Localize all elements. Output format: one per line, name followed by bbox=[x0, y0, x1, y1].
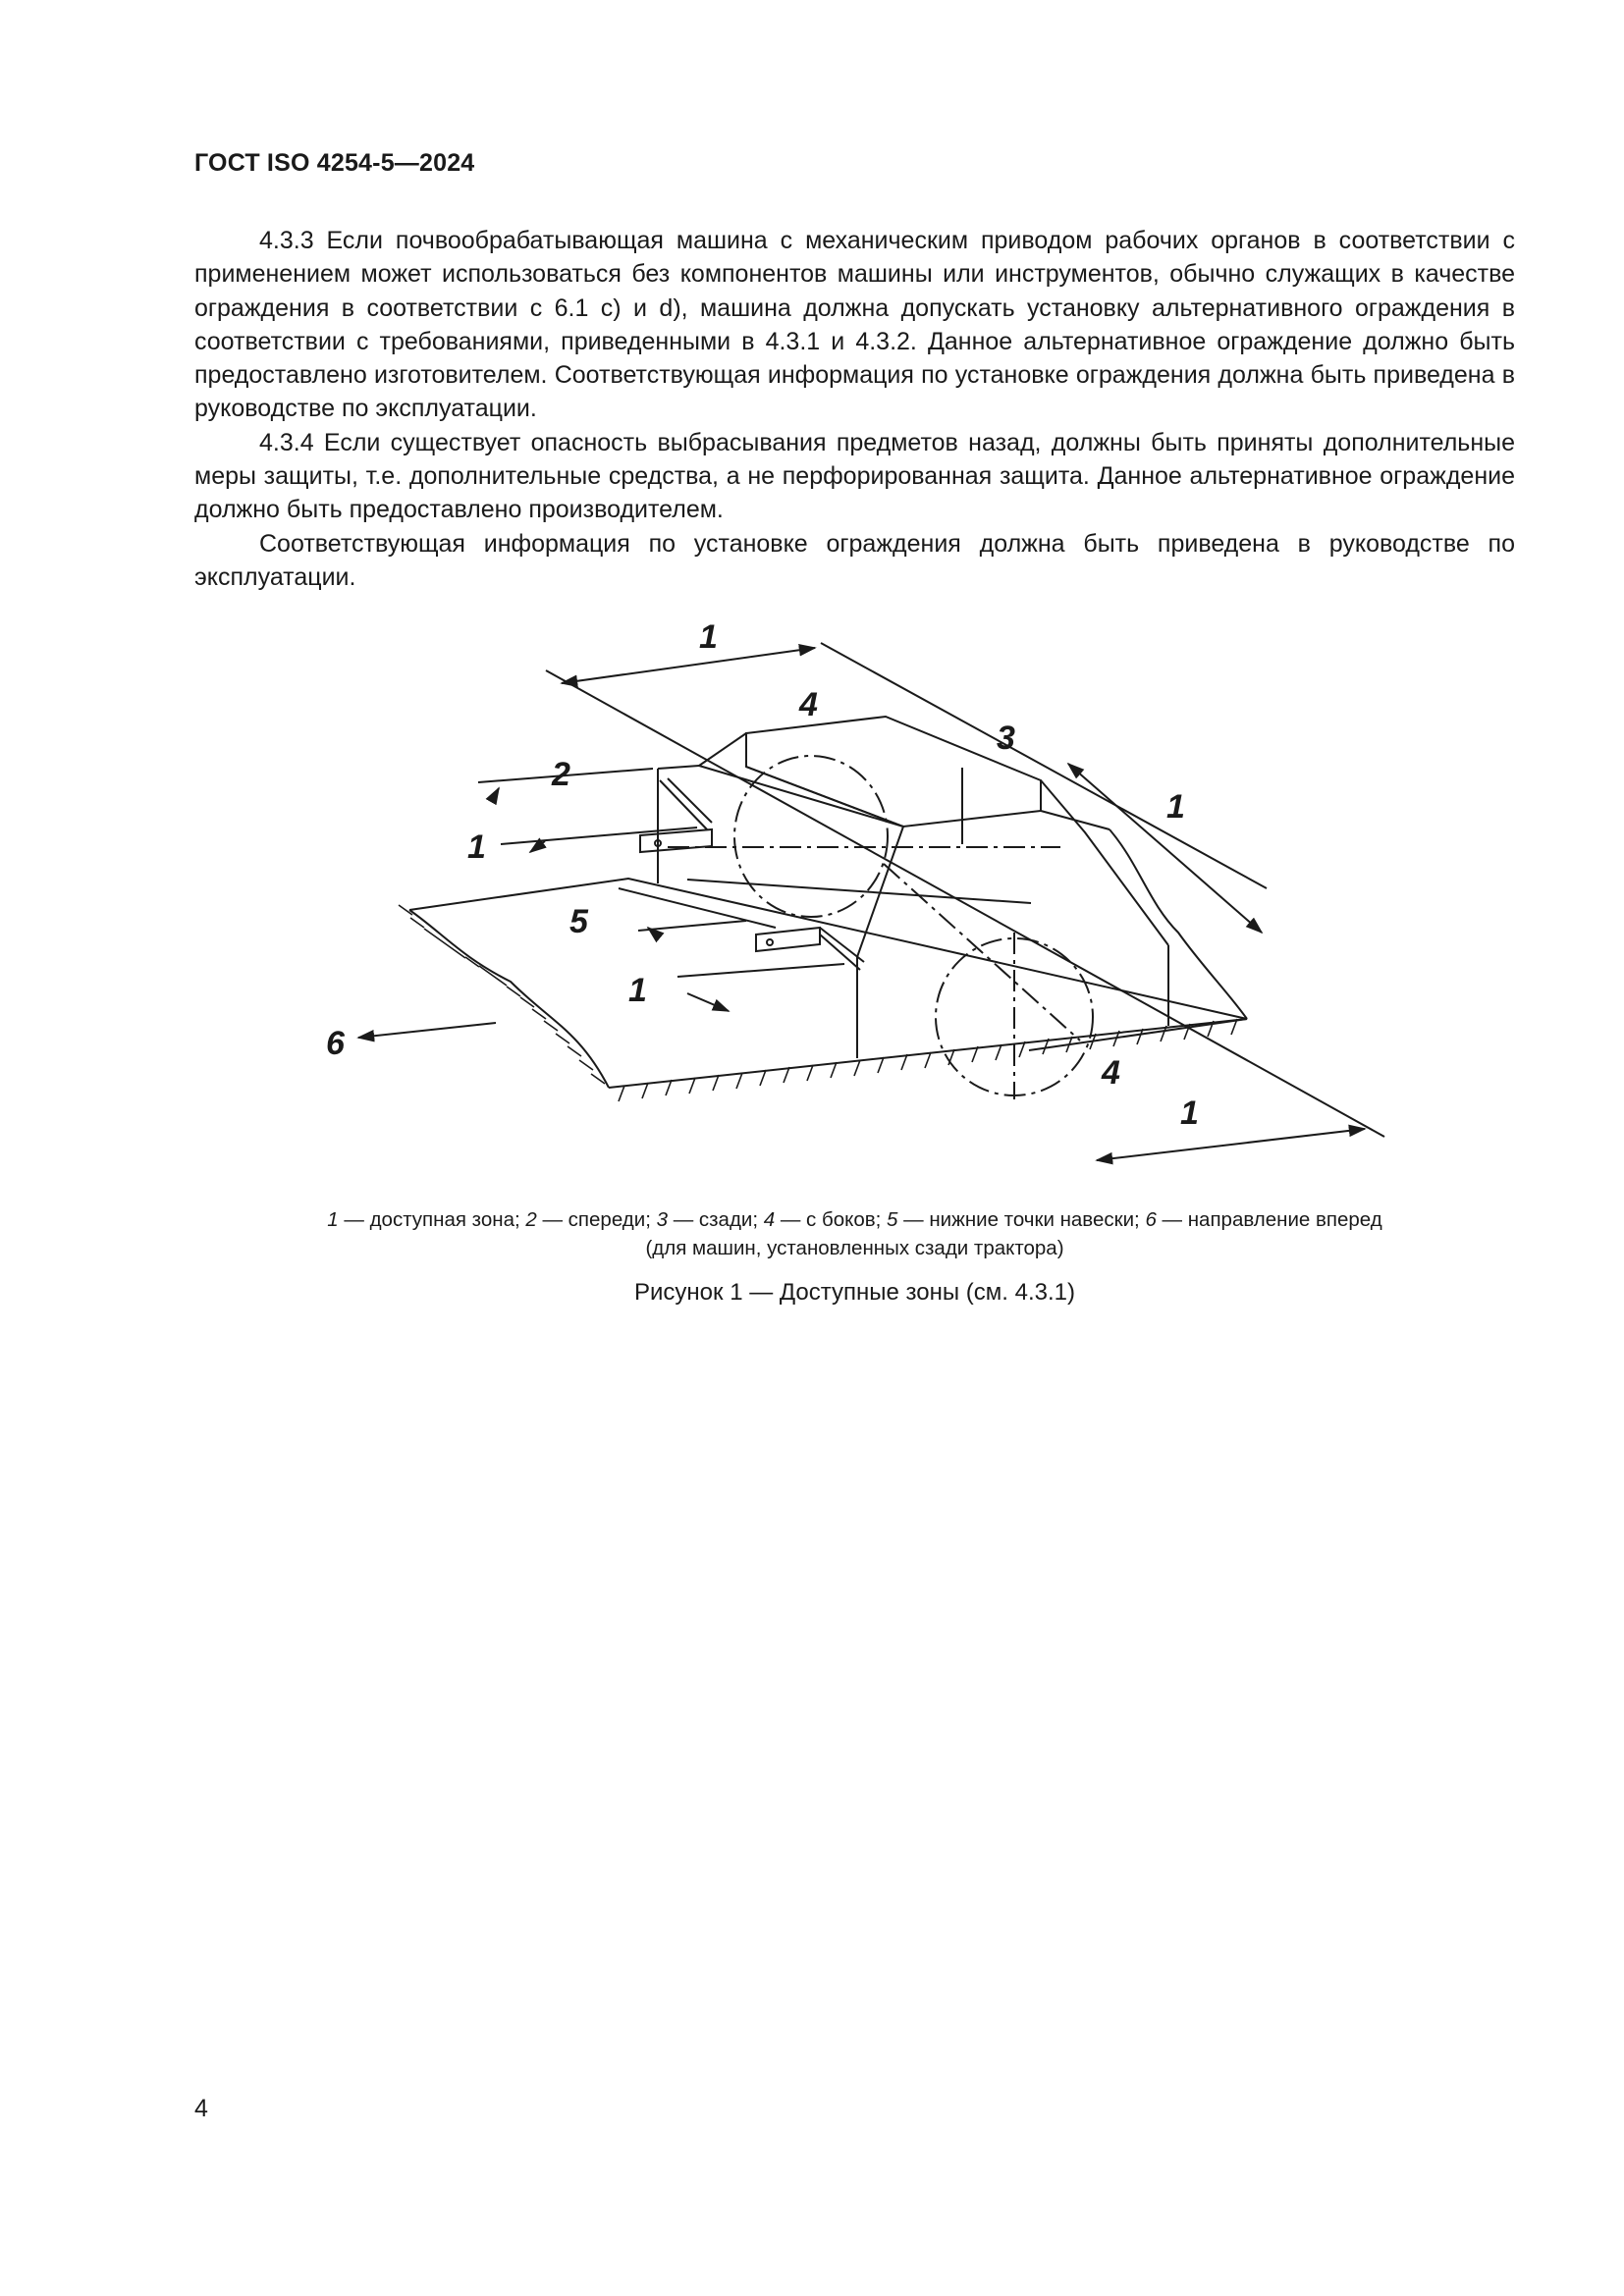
paragraph-info: Соответствующая информация по установке ограждения должна быть приведена в руководстве по эксплуатации. bbox=[194, 529, 1515, 591]
figure-legend bbox=[194, 1205, 1515, 1262]
label-6: 6 bbox=[326, 1025, 345, 1062]
rotor-zone-upper bbox=[734, 756, 888, 917]
label-1-top: 1 bbox=[699, 618, 718, 656]
paragraph-4-3-4: 4.3.4 Если существует опасность выбрасывания предметов назад, должны быть приняты дополнительные меры защиты, т.е. дополнительные средства, а не перфорированная защита. Данное альтернативное ограждение должно быть предоставлено производителем. bbox=[194, 428, 1515, 524]
document-header: ГОСТ ISO 4254-5—2024 bbox=[194, 149, 475, 177]
figure-caption: Рисунок 1 — Доступные зоны (см. 4.3.1) bbox=[634, 1279, 1075, 1306]
body-text bbox=[194, 224, 1515, 594]
paragraph-4-3-3: 4.3.3 Если почвообрабатывающая машина с механическим приводом рабочих органов в соответствии с применением может использоваться без компонентов машины или инструментов, обычно служащих в качестве ограждения в соответствии с 6.1 с) и d), машина должна допускать установку альтернативного ограждения в соответствии с требованиями, приведенными в 4.3.1 и 4.3.2. Данное альтернативное ограждение должно быть предоставлено изготовителем. Соответствующая информация по установке ограждения должна быть приведена в руководстве по эксплуатации. bbox=[194, 227, 1515, 423]
legend-line-2: (для машин, установленных сзади трактора) bbox=[645, 1237, 1064, 1259]
label-5: 5 bbox=[569, 903, 588, 940]
figure-1-accessible-zones bbox=[295, 589, 1414, 1178]
label-2: 2 bbox=[552, 756, 570, 793]
page-number: 4 bbox=[194, 2095, 208, 2122]
label-1-right: 1 bbox=[1166, 788, 1185, 826]
legend-line-1: 1 — доступная зона; 2 — спереди; 3 — сзади; 4 — с боков; 5 — нижние точки навески; 6 — направление вперед bbox=[327, 1208, 1382, 1231]
label-1-bottom: 1 bbox=[1180, 1095, 1199, 1132]
label-1-left: 1 bbox=[467, 828, 486, 866]
label-3: 3 bbox=[997, 720, 1015, 757]
lower-link-point-upper bbox=[640, 829, 712, 852]
technical-drawing bbox=[295, 589, 1414, 1178]
lower-link-point-lower bbox=[756, 928, 820, 951]
label-1-mid: 1 bbox=[628, 972, 647, 1009]
label-4-top: 4 bbox=[799, 686, 818, 723]
label-4-bottom: 4 bbox=[1102, 1054, 1120, 1092]
